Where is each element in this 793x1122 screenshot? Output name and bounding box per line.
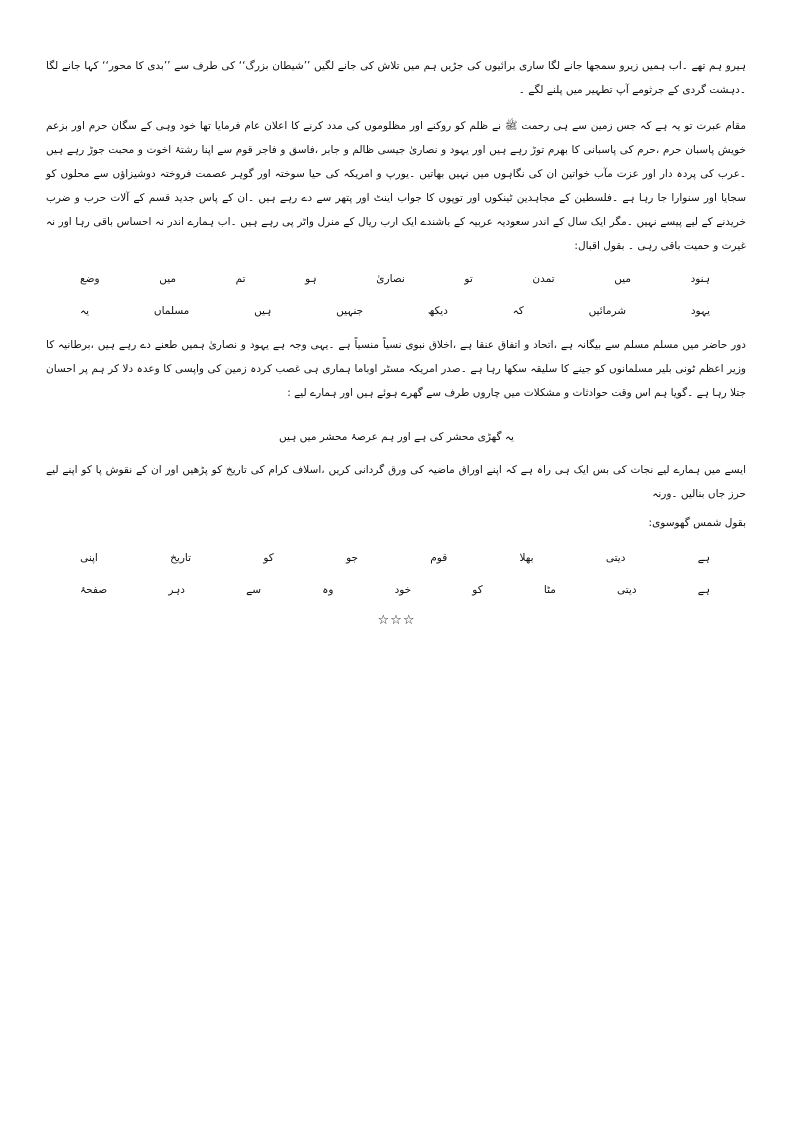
verse-word: دیتی bbox=[605, 552, 626, 564]
verse-hour-of-judgment: یہ گھڑی محشر کی ہے اور ہم عرصۂ محشر میں ہیں bbox=[279, 431, 514, 443]
end-stars-marker: ☆☆☆ bbox=[377, 613, 416, 628]
paragraph-place-of-lesson: مقام عبرت تو یہ ہے کہ جس زمین سے ہی رحمت ﷺ نے ظلم کو روکنے اور مظلوموں کی مدد کرنے کا اعلان عام فرمایا تھا خود وہی کے سگان حرم اور بزعم خویش پاسبان حرم ،حرم کی پاسبانی کا بھرم توڑ رہے ہیں اور یہود و نصاریٰ جیسی ظالم و جابر ،فاسق و فاجر قوم سے اپنا رشتۂ اخوت و محبت جوڑ رہے ہیں ۔عرب کی پردہ دار اور عزت مآب خواتین ان کی نگاہوں میں نہیں بھاتیں ۔یورپ و امریکہ کی حیا سوختہ اور گوہر عصمت فروختہ دوشیزاؤں سے محلوں کو سجایا اور سنوارا جا رہا ہے ۔فلسطین کے مجاہدین ٹینکوں اور توپوں کا جواب اینٹ اور پتھر سے دے رہے ہیں ۔ان کے پاس جدید قسم کے آلات حرب و ضرب خریدنے کے لیے پیسے نہیں ۔مگر ایک سال کے اندر سعودیہ عربیہ کے باشندے ایک ارب ریال کے منرل واٹر پی رہے ہیں ۔اب ہمارے اندر نہ احساس باقی رہا اور نہ غیرت و حمیت باقی رہی ۔ بقول اقبال: bbox=[46, 120, 746, 252]
verse-word: سے bbox=[246, 584, 262, 596]
verse-word: اپنی bbox=[80, 552, 98, 564]
verse-word: تو bbox=[464, 273, 473, 285]
verse-word: یہ bbox=[80, 305, 90, 317]
verse-word: وہ bbox=[322, 584, 334, 596]
verse-word: مٹا bbox=[543, 584, 556, 596]
verse-word: میں bbox=[159, 273, 177, 285]
paragraph-salvation: ایسے میں ہمارے لیے نجات کی بس ایک ہی راہ ہے کہ اپنے اوراق ماضیہ کی ورق گردانی کریں ،اسلاف کرام کی تاریخ کو پڑھیں اور ان کے نقوش پا کو اپنے لیے حرز جاں بنالیں ۔ورنہ bbox=[46, 464, 746, 500]
verse-word: دہر bbox=[168, 584, 185, 596]
verse-word: جنہیں bbox=[336, 305, 364, 317]
verse-word: کہ bbox=[512, 305, 524, 317]
verse-word: دیکھ bbox=[427, 305, 448, 317]
verse-word: دیتی bbox=[617, 584, 637, 596]
verse-word: یہود bbox=[690, 305, 710, 317]
verse-word: کو bbox=[263, 552, 274, 564]
verse-word: قوم bbox=[430, 552, 448, 564]
verse-word: صفحۂ bbox=[80, 584, 108, 596]
verse-word: خود bbox=[394, 584, 412, 596]
shams-couplet-line-1 bbox=[80, 548, 710, 568]
verse-word: بھلا bbox=[519, 552, 534, 564]
iqbal-couplet-line-1 bbox=[80, 269, 710, 289]
verse-word: وضع bbox=[80, 273, 100, 285]
verse-word: ہو bbox=[305, 273, 317, 285]
verse-word: جو bbox=[346, 552, 358, 564]
verse-word: تم bbox=[235, 273, 246, 285]
verse-word: کو bbox=[472, 584, 483, 596]
verse-word: ہے bbox=[697, 552, 710, 564]
paragraph-present-age: دور حاضر میں مسلم مسلم سے بیگانہ ہے ،اتحاد و اتفاق عنقا ہے ،اخلاق نبوی نسیاً منسیاً ہے ۔یہی وجہ ہے یہود و نصاریٰ ہمیں طعنے دے رہے ہیں ،برطانیہ کا وزیر اعظم ٹونی بلیر مسلمانوں کو جینے کا سلیقہ سکھا رہا ہے ۔صدر امریکہ مسٹر اوباما ہماری ہی غصب کردہ زمین کی واپسی کا وعدہ دلا کر ہم پر احسان جتلا رہا ہے ۔گویا ہم اس وقت حوادثات و مشکلات میں چاروں طرف سے گھرے ہوئے ہیں اور ہمارے لیے : bbox=[46, 339, 746, 399]
paragraph-heroes: ہیرو ہم تھے ۔اب ہمیں زیرو سمجھا جانے لگا ساری برائیوں کی جڑیں ہم میں تلاش کی جانے لگیں ’’شیطان بزرگ‘‘ کی طرف سے ’’بدی کا محور‘‘ کہا جانے لگا ۔دہشت گردی کے جرثومے آپ تطہیر میں پلنے لگے ۔ bbox=[46, 60, 746, 96]
verse-word: ہنود bbox=[690, 273, 710, 285]
shams-couplet-line-2 bbox=[80, 580, 710, 600]
verse-word: مسلماں bbox=[153, 305, 190, 317]
verse-word: نصاریٰ bbox=[376, 273, 405, 285]
verse-word: میں bbox=[614, 273, 631, 285]
verse-word: شرمائیں bbox=[588, 305, 627, 317]
verse-word: تاریخ bbox=[170, 552, 192, 564]
iqbal-couplet-line-2 bbox=[80, 301, 710, 321]
shams-attribution: بقول شمس گھوسوی: bbox=[648, 517, 746, 529]
verse-word: ہے bbox=[697, 584, 710, 596]
verse-word: ہیں bbox=[254, 305, 272, 317]
verse-word: تمدن bbox=[532, 273, 555, 285]
